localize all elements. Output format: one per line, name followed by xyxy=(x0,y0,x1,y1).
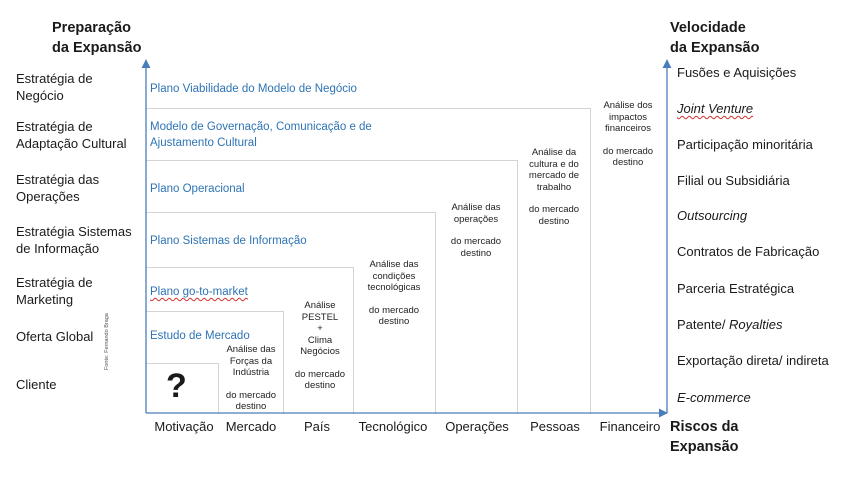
analysis-line: do mercado xyxy=(528,204,580,215)
x-label-financeiro: Financeiro xyxy=(599,419,661,434)
right-label-joint-venture-text: Joint Venture xyxy=(677,101,754,116)
analysis-line: impactos xyxy=(608,111,647,123)
analysis-line: Análise das xyxy=(226,344,276,355)
analysis-line: destino xyxy=(538,215,570,227)
right-label-patente-text: Patente/ xyxy=(677,317,730,332)
left-label-line: Estratégia de xyxy=(16,275,93,290)
question-mark: ? xyxy=(166,367,187,405)
x-label-pessoas: Pessoas xyxy=(530,419,580,434)
plan-governacao-line-2: Ajustamento Cultural xyxy=(150,137,257,149)
analysis-line: condições xyxy=(372,270,416,282)
analysis-line: PESTEL xyxy=(301,311,339,323)
left-label-line: Operações xyxy=(16,189,80,204)
left-heading-line-2: da Expansão xyxy=(52,40,142,56)
right-top-heading-line-1: Velocidade xyxy=(670,20,746,36)
analysis-line: operações xyxy=(453,213,499,225)
analysis-line: Análise xyxy=(304,300,336,311)
plan-viabilidade: Plano Viabilidade do Modelo de Negócio xyxy=(150,83,357,95)
right-label-fusoes: Fusões e Aquisições xyxy=(677,65,797,80)
left-label-line: de Informação xyxy=(16,241,100,256)
left-label-line: Marketing xyxy=(16,292,74,307)
plan-governacao-line-1: Modelo de Governação, Comunicação e de xyxy=(150,121,372,133)
left-heading-line-1: Preparação xyxy=(52,20,131,36)
right-label-exportacao: Exportação direta/ indireta xyxy=(677,353,829,368)
x-label-mercado: Mercado xyxy=(225,419,277,434)
left-label-line: Negócio xyxy=(16,88,64,103)
right-label-ecommerce: E-commerce xyxy=(677,390,751,405)
analysis-line: Indústria xyxy=(232,367,270,378)
right-label-royalties-text: Royalties xyxy=(729,317,783,332)
left-label-line: Estratégia Sistemas xyxy=(16,224,132,239)
x-label-motivacao: Motivação xyxy=(154,419,214,434)
analysis-line: destino xyxy=(460,247,492,259)
analysis-line: Análise das xyxy=(369,259,419,270)
left-label-line: Oferta Global xyxy=(16,329,94,344)
analysis-line: trabalho xyxy=(536,181,572,193)
analysis-line: + xyxy=(317,323,323,334)
left-label-line: Estratégia das xyxy=(16,172,100,187)
left-label-line: Adaptação Cultural xyxy=(16,136,127,151)
plan-estudo-mercado: Estudo de Mercado xyxy=(150,330,250,342)
right-bottom-heading-line-1: Riscos da xyxy=(670,419,739,435)
analysis-line: destino xyxy=(235,401,267,412)
analysis-line: destino xyxy=(378,316,410,327)
analysis-line: Análise da xyxy=(531,147,577,158)
analysis-line: Negócios xyxy=(300,346,340,357)
analysis-line: do mercado xyxy=(450,236,502,247)
right-label-parceria: Parceria Estratégica xyxy=(677,281,795,296)
analysis-line: tecnológicas xyxy=(367,282,421,293)
analysis-line: Clima xyxy=(307,334,333,346)
right-label-filial: Filial ou Subsidiária xyxy=(677,173,790,188)
plan-sistemas: Plano Sistemas de Informação xyxy=(150,235,307,247)
analysis-line: destino xyxy=(612,157,644,168)
left-label-line: Estratégia de xyxy=(16,71,93,86)
source-note: Fonte: Fernando Braga xyxy=(104,313,110,370)
plan-operacional: Plano Operacional xyxy=(150,183,245,195)
x-label-tecnologico: Tecnológico xyxy=(358,419,428,434)
right-label-participacao: Participação minoritária xyxy=(677,137,813,152)
x-label-pais: País xyxy=(303,419,330,434)
x-label-operacoes: Operações xyxy=(445,419,509,434)
analysis-line: cultura e do xyxy=(529,158,579,170)
right-bottom-heading-line-2: Expansão xyxy=(670,439,739,455)
analysis-line: Análise das xyxy=(451,202,501,213)
analysis-line: Forças da xyxy=(229,355,273,367)
analysis-line: financeiros xyxy=(605,123,651,134)
left-label-line: Cliente xyxy=(16,377,57,392)
analysis-line: do mercado xyxy=(368,304,420,316)
analysis-line: do mercado xyxy=(602,145,654,157)
analysis-line: destino xyxy=(304,380,336,391)
analysis-line: do mercado xyxy=(225,389,277,401)
analysis-line: do mercado xyxy=(294,368,346,380)
analysis-line: Análise dos xyxy=(603,100,653,111)
analysis-line: mercado de xyxy=(528,170,580,181)
plan-go-to-market-text: Plano go-to-market xyxy=(150,286,248,298)
left-label-line: Estratégia de xyxy=(16,119,93,134)
right-top-heading-line-2: da Expansão xyxy=(670,40,760,56)
right-label-contratos: Contratos de Fabricação xyxy=(677,244,820,259)
right-label-outsourcing: Outsourcing xyxy=(677,208,748,223)
